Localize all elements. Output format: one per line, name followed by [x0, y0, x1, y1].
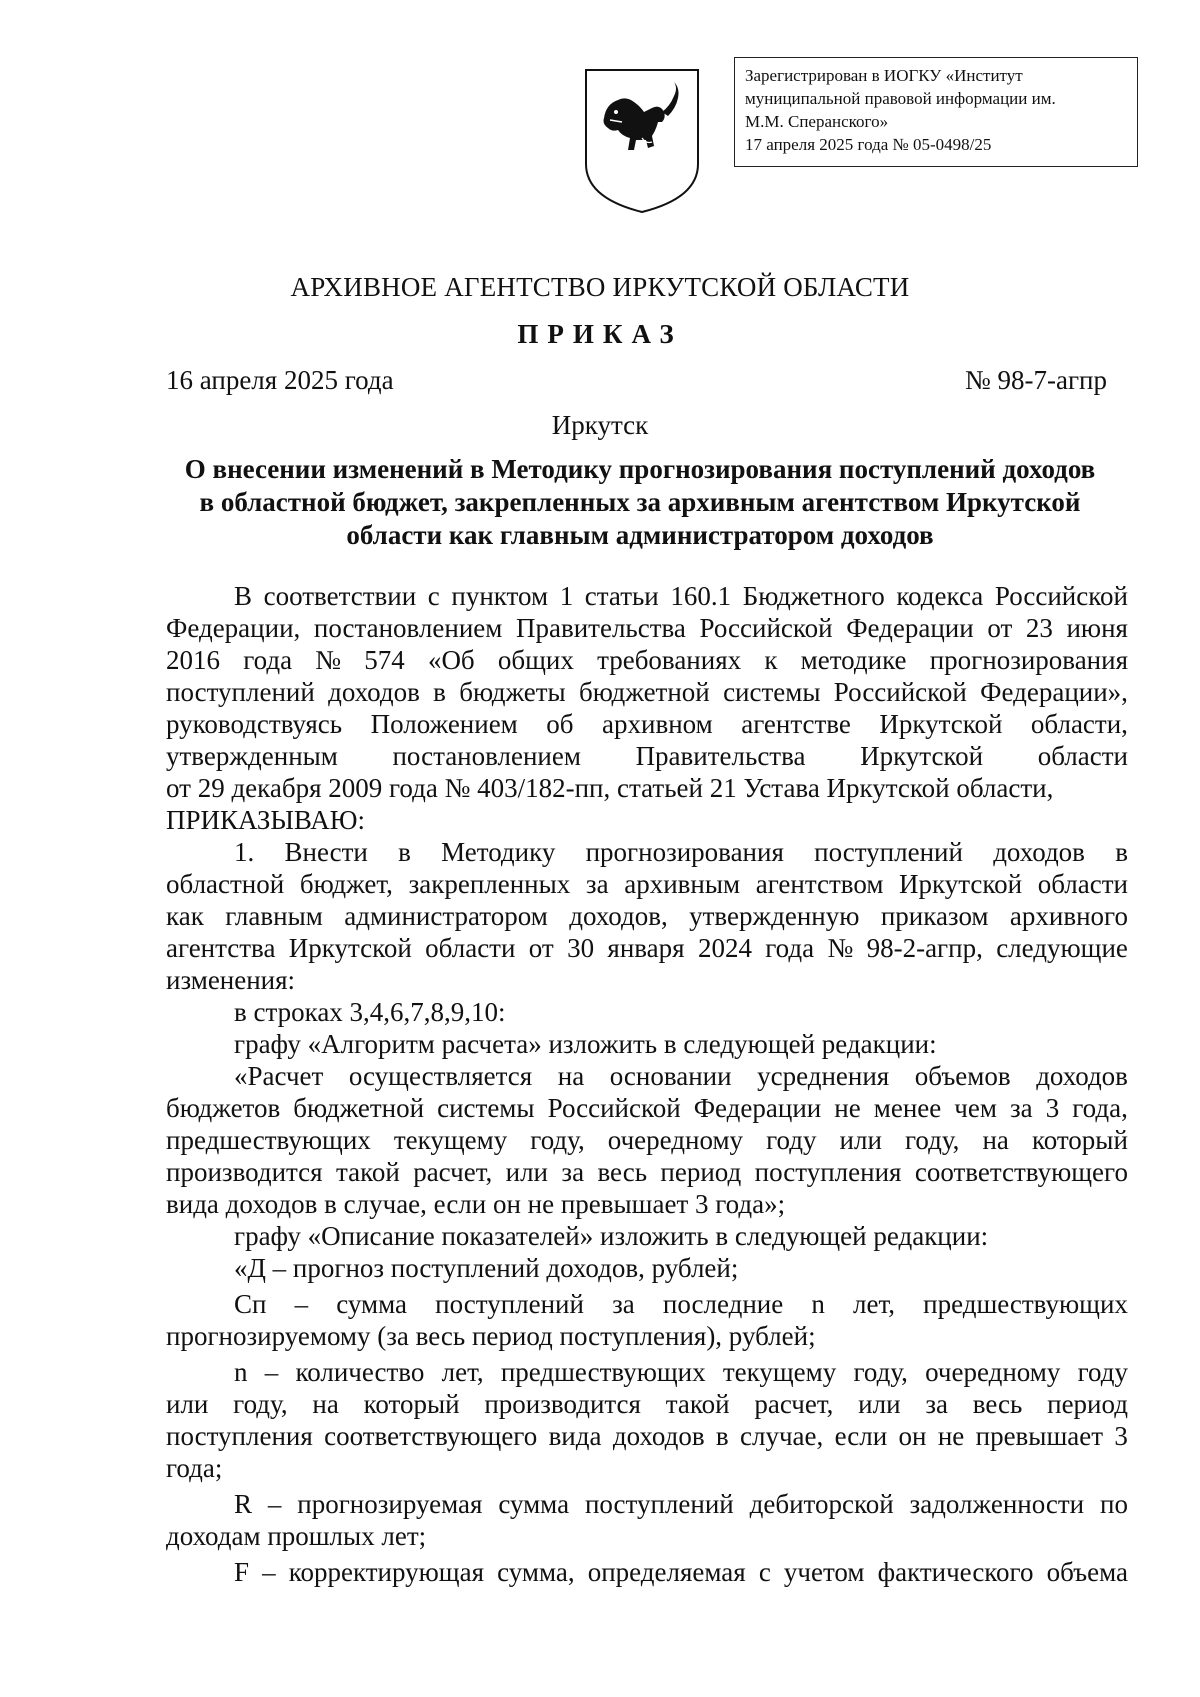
word: архивного [1009, 901, 1128, 931]
word: производится [484, 1389, 641, 1419]
text-line [166, 1288, 1128, 1320]
word: объема [1046, 1557, 1128, 1587]
word: поступлений [584, 1489, 734, 1519]
text-line [166, 772, 1128, 804]
registration-line: муниципальной правовой информации им. [745, 89, 1056, 108]
word: очередному [925, 1357, 1061, 1387]
word: соответствующего [914, 1157, 1128, 1187]
agency-name: АРХИВНОЕ АГЕНТСТВО ИРКУТСКОЙ ОБЛАСТИ [290, 272, 910, 302]
word: как [166, 901, 204, 931]
word: – [267, 1489, 282, 1519]
word: года [765, 933, 815, 963]
word: период [1047, 1389, 1128, 1419]
word: за [585, 869, 609, 899]
word: «Об [427, 645, 475, 675]
word: году [1077, 1357, 1128, 1387]
word: вида [548, 1421, 602, 1451]
word: за [561, 1157, 585, 1187]
text-span: графу «Алгоритм расчета» изложить в следующей редакции: [234, 1029, 937, 1059]
word: такой [665, 1389, 730, 1419]
word: утвержденную [689, 901, 860, 931]
word: 160.1 [670, 581, 732, 611]
word: доходов [1036, 1061, 1128, 1091]
word: Федерации [693, 1093, 822, 1123]
word: общих [497, 645, 574, 675]
word: с [427, 581, 440, 611]
document-date: 16 апреля 2025 года [166, 365, 394, 395]
word: поступления [754, 1157, 902, 1187]
word: 3 [1114, 1421, 1128, 1451]
word: случае, [740, 1421, 824, 1451]
word: бюджетов [166, 1093, 281, 1123]
word: июня [1066, 613, 1128, 643]
word: текущему [722, 1357, 837, 1387]
word: R [234, 1489, 253, 1519]
text-line [166, 1420, 1128, 1452]
word: Иркутской [288, 933, 412, 963]
text-line [166, 580, 1128, 612]
word: период [660, 1157, 742, 1187]
text-line [166, 964, 1128, 996]
word: января [607, 933, 685, 963]
word: главным [225, 901, 323, 931]
word: Правительства [515, 613, 686, 643]
word: году, [853, 1357, 908, 1387]
word: производится [166, 1157, 323, 1187]
word: году, [530, 1125, 585, 1155]
word: агентством [755, 869, 884, 899]
word: бюджетной [293, 1093, 425, 1123]
word: по [1100, 1489, 1128, 1519]
word: в [433, 677, 446, 707]
word: за [1010, 1093, 1033, 1123]
text-line [166, 1356, 1128, 1388]
word: бюджет, [299, 869, 393, 899]
word: году [766, 1125, 817, 1155]
word: n [811, 1289, 825, 1319]
word: администратором [344, 901, 548, 931]
text-line [166, 1188, 1128, 1220]
word: фактического [877, 1557, 1034, 1587]
word: В [234, 581, 253, 611]
word: об [546, 709, 574, 739]
text-line [166, 996, 1128, 1028]
coat-of-arms-icon [582, 66, 702, 216]
word: приказом [880, 901, 989, 931]
word: весь [597, 1157, 648, 1187]
registration-stamp [734, 57, 1138, 167]
word: закрепленных [408, 869, 571, 899]
word: сумма, [497, 1557, 575, 1587]
word: бюджетной [579, 677, 710, 707]
word: 98-2-агпр, [866, 933, 983, 963]
word: поступлений [435, 1289, 584, 1319]
registration-line: 17 апреля 2025 года № 05-0498/25 [745, 135, 992, 154]
word: Российской [994, 581, 1128, 611]
word: если [834, 1421, 888, 1451]
word: Российской [547, 1093, 681, 1123]
word: поступлений [166, 677, 315, 707]
word: расчет, [413, 1157, 493, 1187]
word: доходов, [569, 901, 668, 931]
word: весь [972, 1389, 1023, 1419]
word: года [243, 645, 293, 675]
word: на [982, 1125, 1009, 1155]
word: учетом [783, 1557, 865, 1587]
word: Правительства [635, 741, 806, 771]
word: Российской [699, 613, 833, 643]
word: на [312, 1389, 339, 1419]
word: Методику [441, 837, 556, 867]
registration-line: М.М. Сперанского» [745, 112, 889, 131]
word: агентстве [741, 709, 851, 739]
word: Федерации, [166, 613, 301, 643]
word: постановлением [392, 741, 581, 771]
text-line [166, 804, 1128, 836]
word: 1. [234, 837, 255, 867]
text-line [166, 644, 1128, 676]
text-line [166, 1388, 1128, 1420]
word: лет, [441, 1357, 484, 1387]
word: архивном [602, 709, 713, 739]
word: методике [800, 645, 907, 675]
word: требованиях [597, 645, 742, 675]
text-line [166, 1060, 1128, 1092]
word: области [1037, 741, 1128, 771]
word: пунктом [451, 581, 549, 611]
word: областной [166, 869, 285, 899]
word: F [234, 1557, 250, 1587]
word: сумма [336, 1289, 407, 1319]
word: в [715, 1421, 729, 1451]
word: поступления [166, 1421, 313, 1451]
document-body [166, 580, 1128, 1588]
word: текущему [393, 1125, 508, 1155]
document-city: Иркутск [551, 410, 649, 440]
word: предшествующих [923, 1289, 1128, 1319]
text-line [166, 900, 1128, 932]
word: доходов [328, 677, 420, 707]
word: не [937, 1421, 965, 1451]
word: определяемая [587, 1557, 746, 1587]
word: дебиторской [749, 1489, 894, 1519]
word: Иркутской [899, 869, 1023, 899]
word: превышает [975, 1421, 1104, 1451]
word: области [1037, 869, 1128, 899]
text-line [166, 1452, 1128, 1484]
word: 1 [559, 581, 574, 611]
word: области, [1030, 709, 1128, 739]
word: статьи [584, 581, 659, 611]
word: на [557, 1061, 585, 1091]
word: «Расчет [234, 1061, 324, 1091]
word: корректирующая [288, 1557, 484, 1587]
text-line [166, 1028, 1128, 1060]
text-line [166, 1320, 1128, 1352]
text-line [166, 932, 1128, 964]
word: усреднения [757, 1061, 890, 1091]
word: последние [662, 1289, 784, 1319]
word: объемов [914, 1061, 1011, 1091]
word: бюджеты [459, 677, 566, 707]
word: лет, [853, 1289, 895, 1319]
word: основании [609, 1061, 732, 1091]
word: соответствующего [324, 1421, 538, 1451]
word: утвержденным [166, 741, 338, 771]
text-line [166, 708, 1128, 740]
text-span: изменения: [166, 965, 296, 995]
word: системы [437, 1093, 535, 1123]
text-line [166, 1124, 1128, 1156]
text-span: графу «Описание показателей» изложить в следующей редакции: [234, 1221, 989, 1251]
word: чем [954, 1093, 997, 1123]
word: постановлением [313, 613, 503, 643]
title-line: области как главным администратором доходов [346, 520, 934, 550]
document-type: ПРИКАЗ [517, 319, 683, 349]
word: № [827, 933, 854, 963]
word: к [764, 645, 778, 675]
word: доходов [993, 837, 1085, 867]
text-line [166, 1220, 1128, 1252]
word: который [363, 1389, 460, 1419]
word: прогнозирования [929, 645, 1128, 675]
word: году, [904, 1125, 960, 1155]
word: который [1031, 1125, 1128, 1155]
text-span: ПРИКАЗЫВАЮ: [166, 805, 365, 835]
word: доходов [612, 1421, 705, 1451]
word: в [1115, 837, 1128, 867]
text-span: «Д – прогноз поступлений доходов, рублей; [234, 1253, 739, 1283]
word: не [834, 1093, 861, 1123]
word: кодекса [896, 581, 984, 611]
word: 574 [364, 645, 405, 675]
word: или [858, 1389, 901, 1419]
word: в [398, 837, 411, 867]
word: n [234, 1357, 248, 1387]
text-line [166, 1520, 1128, 1552]
text-span: вида доходов в случае, если он не превышает 3 года»; [166, 1189, 786, 1219]
word: 2024 [697, 933, 752, 963]
text-span: прогнозируемому (за весь период поступления), рублей; [166, 1321, 816, 1351]
word: соответствии [263, 581, 417, 611]
word: архивным [624, 869, 741, 899]
word: – [262, 1557, 276, 1587]
word: области [425, 933, 516, 963]
word: поступлений [814, 837, 963, 867]
text-line [166, 1556, 1128, 1588]
word: № [315, 645, 342, 675]
word: Внести [284, 837, 368, 867]
word: прогнозируемая [297, 1489, 483, 1519]
word: Положением [370, 709, 518, 739]
word: 2016 [166, 645, 220, 675]
title-line: в областной бюджет, закрепленных за архивным агентством Иркутской [199, 487, 1081, 517]
word: системы [723, 677, 821, 707]
word: Федерации [846, 613, 974, 643]
word: Иркутской [879, 709, 1003, 739]
word: Бюджетного [742, 581, 885, 611]
word: менее [873, 1093, 942, 1123]
text-line [166, 740, 1128, 772]
word: – [264, 1357, 279, 1387]
word: или [839, 1125, 882, 1155]
word: Федерации», [980, 677, 1128, 707]
word: Сп [234, 1289, 267, 1319]
word: 30 [567, 933, 595, 963]
text-line [166, 868, 1128, 900]
registration-line: Зарегистрирован в ИОГКУ «Институт [745, 66, 1023, 85]
title-line: О внесении изменений в Методику прогнозирования поступлений доходов [184, 454, 1096, 484]
word: году, [233, 1389, 288, 1419]
text-line [166, 612, 1128, 644]
document-title [160, 453, 1120, 552]
word: прогнозирования [585, 837, 784, 867]
word: задолженности [909, 1489, 1085, 1519]
word: очередному [607, 1125, 744, 1155]
word: руководствуясь [166, 709, 343, 739]
word: или [166, 1389, 209, 1419]
text-line [166, 1488, 1128, 1520]
text-line [166, 1156, 1128, 1188]
document-number: № 98-7-агпр [964, 365, 1107, 395]
word: от [528, 933, 554, 963]
text-span: доходам прошлых лет; [166, 1521, 427, 1551]
word: за [612, 1289, 635, 1319]
word: количество [295, 1357, 425, 1387]
word: Иркутской [860, 741, 984, 771]
word: – [294, 1289, 309, 1319]
word: года, [1072, 1093, 1128, 1123]
word: осуществляется [348, 1061, 533, 1091]
text-line [166, 1092, 1128, 1124]
word: от 29 декабря 2009 года № 403/182-пп, статьей 21 Устава Иркутской области, [166, 773, 1054, 803]
word: сумма [498, 1489, 570, 1519]
word: за [925, 1389, 948, 1419]
word: агентства [166, 933, 276, 963]
text-span: года; [166, 1453, 223, 1483]
word: 3 [1045, 1093, 1060, 1123]
word: расчет, [754, 1389, 834, 1419]
word: Российской [833, 677, 967, 707]
word: с [758, 1557, 771, 1587]
word: такой [335, 1157, 400, 1187]
word: следующие [996, 933, 1128, 963]
text-span: в строках 3,4,6,7,8,9,10: [234, 997, 506, 1027]
word: предшествующих [166, 1125, 371, 1155]
word: 23 [1025, 613, 1053, 643]
word: он [898, 1421, 927, 1451]
text-line [166, 836, 1128, 868]
word: или [505, 1157, 548, 1187]
word: от [987, 613, 1013, 643]
word: предшествующих [500, 1357, 706, 1387]
text-line [166, 676, 1128, 708]
text-line [166, 1252, 1128, 1284]
